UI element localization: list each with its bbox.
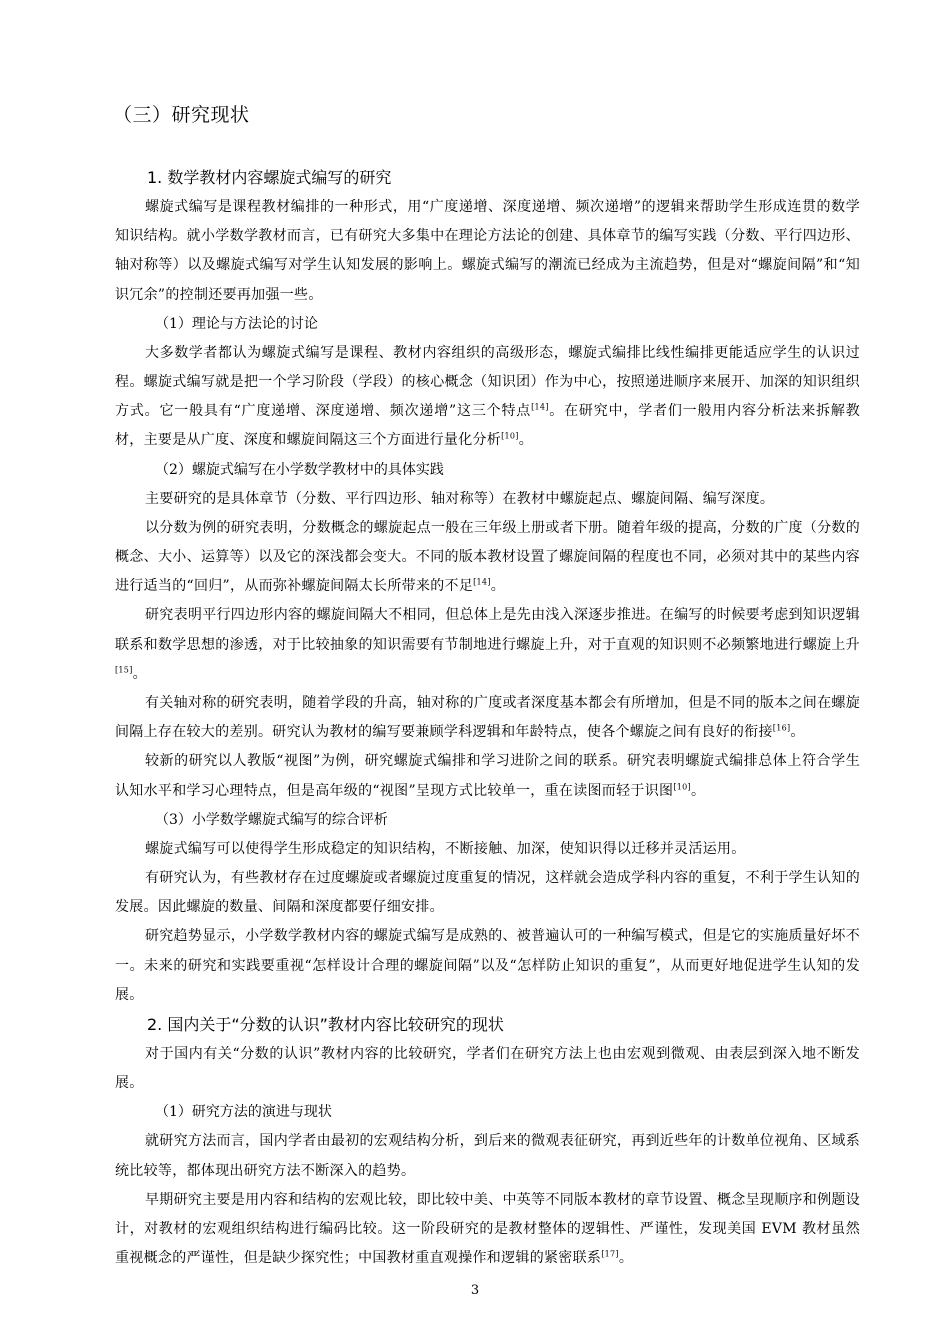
paragraph: 较新的研究以人教版“视图”为例，研究螺旋式编排和学习进阶之间的联系。研究表明螺旋式编排总体上符合学生认知水平和学习心理特点，但是高年级的“视图”呈现方式比较单一，重在读图而轻于识图[10]。 — [115, 753, 860, 799]
paragraph: 螺旋式编写可以使得学生形成稳定的知识结构，不断接触、加深，使知识得以迁移并灵活运用。 — [145, 840, 746, 857]
subheading: （3）小学数学螺旋式编写的综合评析 — [155, 811, 388, 828]
paragraph: 就研究方法而言，国内学者由最初的宏观结构分析，到后来的微观表征研究，再到近些年的计数单位视角、区域系统比较等，都体现出研究方法不断深入的趋势。 — [115, 1133, 860, 1179]
subheading: （1）研究方法的演进与现状 — [155, 1104, 332, 1121]
citation: [10] — [673, 782, 691, 791]
paragraph: 螺旋式编写是课程教材编排的一种形式，用“广度递增、深度递增、频次递增”的逻辑来帮助学生形成连贯的数学知识结构。就小学数学教材而言，已有研究大多集中在理论方法论的创建、具体章节的编写实践（分数、平行四边形、轴对称等）以及螺旋式编写对学生认知发展的影响上。螺旋式编写的潮流已经成为主流趋势，但是对“螺旋间隔”和“知识冗余”的控制还要再加强一些。 — [115, 199, 860, 303]
section-title: （三）研究现状 — [113, 104, 250, 126]
paragraph: 研究趋势显示，小学数学教材内容的螺旋式编写是成熟的、被普遍认可的一种编写模式，但是它的实施质量好坏不一。未来的研究和实践要重视“怎样设计合理的螺旋间隔”以及“怎样防止知识的重复”，从而更好地促进学生认知的发展。 — [115, 928, 860, 1003]
paragraph: 有研究认为，有些教材存在过度螺旋或者螺旋过度重复的情况，这样就会造成学科内容的重复，不利于学生认知的发展。因此螺旋的数量、间隔和深度都要仔细安排。 — [115, 870, 860, 916]
paragraph: 早期研究主要是用内容和结构的宏观比较，即比较中美、中英等不同版本教材的章节设置、概念呈现顺序和例题设计，对教材的宏观组织结构进行编码比较。这一阶段研究的是教材整体的逻辑性、严谨性，发现美国 EVM 教材虽然重视概念的严谨性，但是缺少探究性；中国教材重直观操作和逻辑的紧密联系[17]。 — [115, 1191, 860, 1267]
citation: [15] — [115, 665, 133, 675]
citation: [16] — [772, 723, 791, 733]
citation: [14] — [531, 402, 549, 412]
citation: [14] — [473, 577, 491, 587]
citation: [10] — [501, 431, 519, 441]
subsection-title-1: 1. 数学教材内容螺旋式编写的研究 — [147, 168, 392, 187]
citation: [17] — [601, 1249, 619, 1259]
paragraph: 大多数学者都认为螺旋式编写是课程、教材内容组织的高级形态，螺旋式编排比线性编排更能适应学生的认识过程。螺旋式编写就是把一个学习阶段（学段）的核心概念（知识团）作为中心，按照递进顺序来展开、加深的知识组织方式。它一般具有“广度递增、深度递增、频次递增”这三个特点[14]。在研究中，学者们一般用内容分析法来拆解教材，主要是从广度、深度和螺旋间隔这三个方面进行量化分析[10]。 — [115, 344, 860, 449]
paragraph: 研究表明平行四边形内容的螺旋间隔大不相同，但总体上是先由浅入深逐步推进。在编写的时候要考虑到知识逻辑联系和数学思想的渗透，对于比较抽象的知识需要有节制地进行螺旋上升，对于直观的知识则不必频繁地进行螺旋上升[15]。 — [115, 607, 860, 682]
subsection-title-2: 2. 国内关于“分数的认识”教材内容比较研究的现状 — [147, 1015, 504, 1035]
subheading: （2）螺旋式编写在小学数学教材中的具体实践 — [155, 461, 444, 478]
paragraph: 以分数为例的研究表明，分数概念的螺旋起点一般在三年级上册或者下册。随着年级的提高，分数的广度（分数的概念、大小、运算等）以及它的深浅都会变大。不同的版本教材设置了螺旋间隔的程度也不同，必须对其中的某些内容进行适当的“回归”，从而弥补螺旋间隔太长所带来的不足[14]。 — [115, 519, 860, 595]
page-content — [115, 100, 860, 1274]
paragraph: 对于国内有关“分数的认识”教材内容的比较研究，学者们在研究方法上也由宏观到微观、由表层到深入地不断发展。 — [115, 1046, 860, 1092]
page-number: 3 — [470, 1283, 480, 1298]
paragraph: 有关轴对称的研究表明，随着学段的升高，轴对称的广度或者深度基本都会有所增加，但是不同的版本之间在螺旋间隔上存在较大的差别。研究认为教材的编写要兼顾学科逻辑和年龄特点，使各个螺旋之间有良好的衔接[16]。 — [115, 695, 860, 741]
paragraph: 主要研究的是具体章节（分数、平行四边形、轴对称等）在教材中螺旋起点、螺旋间隔、编写深度。 — [145, 490, 775, 507]
subheading: （1）理论与方法论的讨论 — [155, 315, 318, 332]
